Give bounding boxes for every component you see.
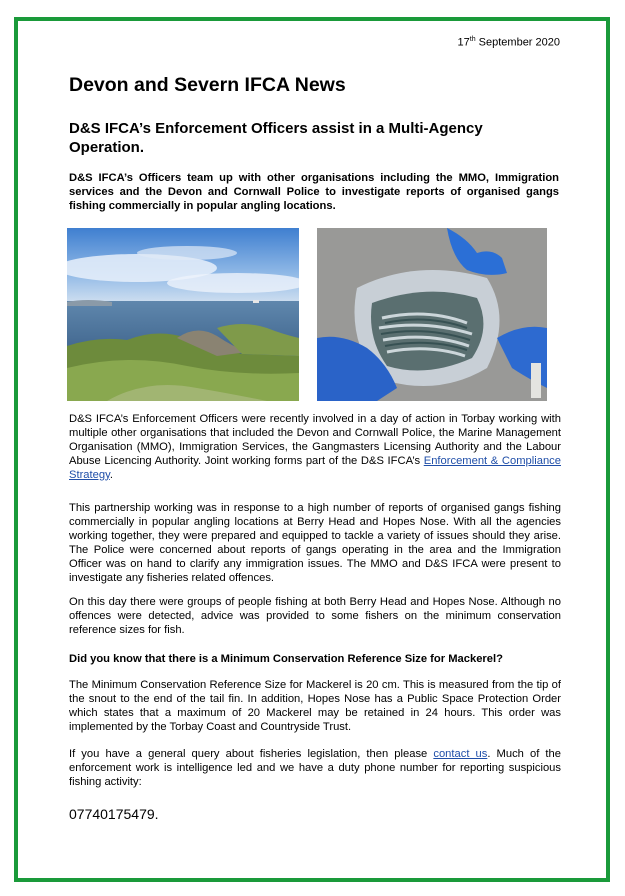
contact-us-link[interactable]: contact us <box>433 748 488 760</box>
newsletter-page <box>14 17 610 882</box>
issue-date: 17th September 2020 <box>457 36 560 49</box>
newsletter-title: Devon and Severn IFCA News <box>69 74 346 96</box>
enforcement-strategy-link[interactable]: Enforcement & Compliance Strategy <box>69 454 561 481</box>
article-headline: D&S IFCA’s Enforcement Officers assist in a Multi-Agency Operation. <box>69 120 483 156</box>
paragraph-5: If you have a general query about fisheries legislation, then please contact us. Much of the enforcement work is intelligence led and we have a duty phone number for reporting suspicious fishing activity: <box>69 748 561 788</box>
mackerel-question: Did you know that there is a Minimum Conservation Reference Size for Mackerel? <box>69 653 503 665</box>
paragraph-1: D&S IFCA’s Enforcement Officers were recently involved in a day of action in Torbay working with multiple other organisations that included the Devon and Cornwall Police, the Marine Management Organisation (MMO), Immigration Services, the Gangmasters Licensing Authority and the Labour Abuse Licencing Authority. Joint working forms part of the D&S IFCA’s Enforcement & Compliance Strategy. <box>69 413 561 481</box>
paragraph-2: This partnership working was in response to a high number of reports of organised gangs fishing commercially in popular angling locations at Berry Head and Hopes Nose. With all the agencies working together, they were prepared and equipped to tackle a variety of issues should they arise. The Police were concerned about reports of gangs operating in the area and the Immigration Officer was on hand to clarify any immigration issues. The MMO and D&S IFCA were present to investigate any fisheries related offences. <box>69 502 561 584</box>
coastline-photo <box>67 228 299 401</box>
paragraph-3: On this day there were groups of people fishing at both Berry Head and Hopes Nose. Although no offences were detected, advice was provided to some fishers on the minimum conservation reference sizes for fish. <box>69 596 561 636</box>
paragraph-4: The Minimum Conservation Reference Size for Mackerel is 20 cm. This is measured from the tip of the snout to the end of the tail fin. In addition, Hopes Nose has a Public Space Protection Order which states that a maximum of 20 Mackerel may be retained in 24 hours. This order was implemented by the Torbay Coast and Countryside Trust. <box>69 679 561 733</box>
mackerel-bag-photo <box>317 228 547 401</box>
article-intro: D&S IFCA’s Officers team up with other organisations including the MMO, Immigration services and the Devon and Cornwall Police to investigate reports of organised gangs fishing commercially in popular angling locations. <box>69 172 559 212</box>
duty-phone-number: 07740175479. <box>69 806 159 822</box>
